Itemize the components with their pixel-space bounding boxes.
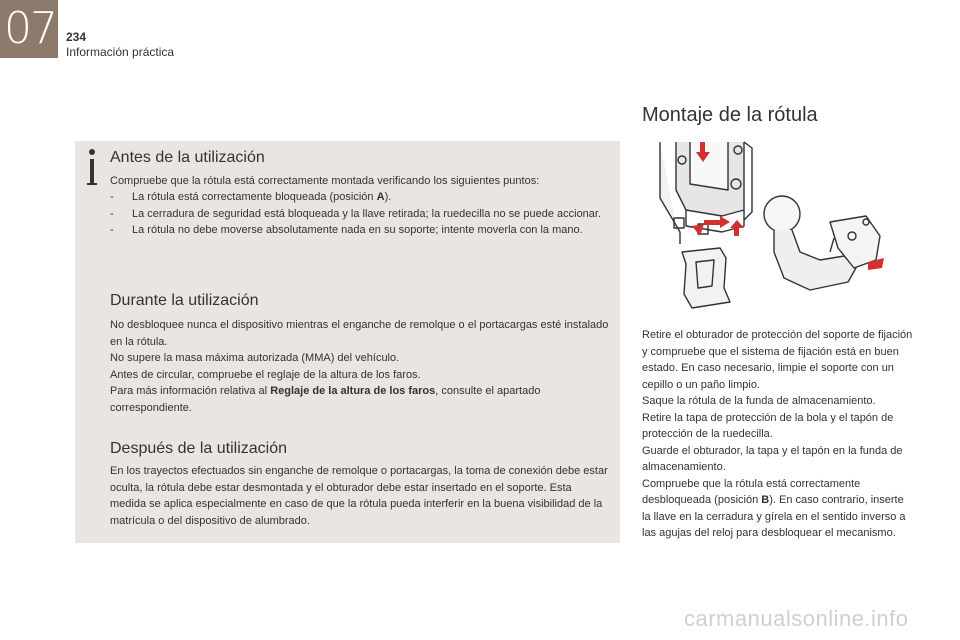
before-use-intro: Compruebe que la rótula está correctamente montada verificando los siguientes puntos: xyxy=(110,175,540,187)
during-use-heading: Durante la utilización xyxy=(110,292,259,309)
page-number: 234 xyxy=(66,30,87,44)
after-use-heading: Después de la utilización xyxy=(110,440,287,457)
info-icon xyxy=(87,149,99,189)
position-b-label: B xyxy=(761,494,770,506)
towbar-illustration xyxy=(652,140,902,312)
section-label: Información práctica xyxy=(66,45,175,59)
headlamp-adjustment-ref: Reglaje de la altura de los faros xyxy=(270,385,436,397)
list-item: - La rótula no debe moverse absolutamente nada en su soporte; intente moverla con la mano. xyxy=(110,224,583,236)
chapter-number: 07 xyxy=(4,3,56,54)
before-use-heading: Antes de la utilización xyxy=(110,149,265,166)
mounting-heading: Montaje de la rótula xyxy=(642,104,818,126)
list-item: - La cerradura de seguridad está bloqueada y la llave retirada; la ruedecilla no se puede accionar. xyxy=(110,207,602,220)
mounting-instructions: Retire el obturador de protección del soporte de fijación y compruebe que el sistema de fijación está en buen estado. En caso necesario, limpie el soporte con un cepillo o un paño limpio. Saque la rótula de la funda de almacenamiento. Retire la tapa de protección de la bola y el tapón de protección de la ruedecilla. Guarde el obturador, la tapa y el tapón en la funda de almacenamiento. Compruebe que la rótula está correctamente desbloqueada (posición B). En caso contrario, inserte la llave en la cerradura y gírela en el sentido inverso a las agujas del reloj para desbloquear el mecanismo. xyxy=(642,329,913,539)
list-item: - La rótula está correctamente bloqueada (posición A). xyxy=(110,191,392,203)
chapter-tab xyxy=(0,0,58,58)
before-use-checklist xyxy=(110,189,610,239)
during-use-text: No desbloquee nunca el dispositivo mientras el enganche de remolque o el portacargas esté instalado en la rótula. No supere la masa máxima autorizada (MMA) del vehículo. Antes de circular, compruebe el reglaje de la altura de los faros. Para más información relativa al Reglaje de la altura de los faros, consulte el apartado correspondiente. xyxy=(110,319,609,414)
watermark-text: carmanualsonline.info xyxy=(684,606,909,631)
after-use-text: En los trayectos efectuados sin enganche de remolque o portacargas, la toma de conexión debe estar oculta, la rótula debe estar desmontada y el obturador debe estar insertado en el soporte. Esta medida se aplica especialmente en caso de que la rótula pueda interferir en la buena visibilidad de la matrícula o del dispositivo de alumbrado. xyxy=(110,465,608,527)
